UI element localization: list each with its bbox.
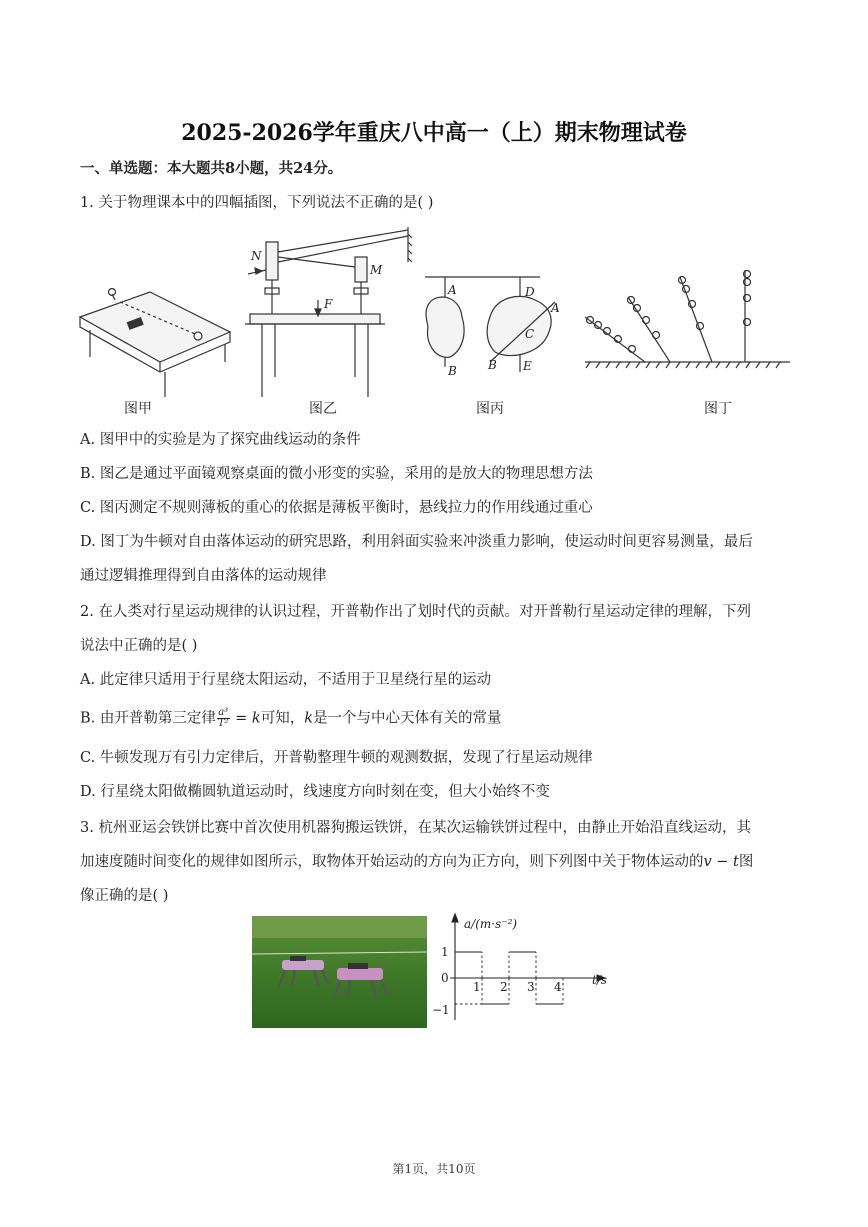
- x-tick-4: 4: [554, 980, 562, 994]
- x-tick-3: 3: [527, 980, 535, 994]
- x-tick-1: 1: [473, 980, 481, 994]
- y-tick-neg1: −1: [432, 1003, 450, 1017]
- kepler-fraction: $\frac{\text{a³}}{\text{T²}}$: [217, 707, 229, 729]
- label-b2: B: [488, 358, 497, 372]
- fig-jia: [80, 289, 230, 398]
- q2-stem-line1: 2. 在人类对行星运动规律的认识过程，开普勒作出了划时代的贡献。对开普勒行星运动定律的理解，下列: [80, 604, 751, 620]
- label-e: E: [523, 359, 532, 373]
- q1-option-d-line2: 通过逻辑推理得到自由落体的运动规律: [80, 568, 327, 584]
- y-axis-label: a/(m·s⁻²): [464, 917, 518, 931]
- q2-option-d: D. 行星绕太阳做椭圆轨道运动时，线速度方向时刻在变，但大小始终不变: [80, 784, 550, 800]
- label-c: C: [525, 327, 535, 341]
- robot-dog-photo: [252, 916, 427, 1028]
- q1-option-b: B. 图乙是通过平面镜观察桌面的微小形变的实验，采用的是放大的物理思想方法: [80, 466, 593, 482]
- q2-option-c: C. 牛顿发现万有引力定律后，开普勒整理牛顿的观测数据，发现了行星运动规律: [80, 750, 593, 766]
- q3-stem-line3: 像正确的是( ): [80, 888, 169, 904]
- label-m: M: [370, 263, 383, 277]
- caption-yi: 图乙: [309, 401, 337, 417]
- q3-stem-line2: 加速度随时间变化的规律如图所示，取物体开始运动的方向为正方向，则下列图中关于物体运动的v − t图: [80, 854, 754, 870]
- label-a1: A: [448, 283, 457, 297]
- label-n: N: [251, 249, 262, 263]
- q2-stem-line2: 说法中正确的是( ): [80, 638, 198, 654]
- q1-stem: 1. 关于物理课本中的四幅插图，下列说法不正确的是( ): [80, 195, 434, 211]
- y-axis-arrow: [452, 914, 458, 922]
- label-a2: A: [551, 301, 560, 315]
- x-tick-2: 2: [500, 980, 508, 994]
- label-d: D: [525, 285, 535, 299]
- label-f: F: [324, 297, 333, 311]
- q1-option-c: C. 图丙测定不规则薄板的重心的依据是薄板平衡时，悬线拉力的作用线通过重心: [80, 500, 593, 516]
- fig-yi: [245, 227, 412, 397]
- page-title: 2025-2026学年重庆八中高一（上）期末物理试卷: [181, 120, 687, 146]
- q1-option-a: A. 图甲中的实验是为了探究曲线运动的条件: [80, 432, 361, 448]
- q2-option-a: A. 此定律只适用于行星绕太阳运动，不适用于卫星绕行星的运动: [80, 672, 492, 688]
- x-axis-label: t/s: [592, 973, 608, 987]
- page-footer: 第1页，共10页: [392, 1162, 476, 1176]
- section-heading: 一、单选题：本大题共8小题，共24分。: [80, 160, 343, 177]
- q2-option-b: B. 由开普勒第三定律 $\frac{\text{a³}}{\text{T²}}$ = k可知，k是一个与中心天体有关的常量: [80, 707, 502, 729]
- caption-bing: 图丙: [476, 401, 504, 417]
- q1-option-d-line1: D. 图丁为牛顿对自由落体运动的研究思路，利用斜面实验来冲淡重力影响，使运动时间更容易测量，最后: [80, 534, 753, 550]
- y-tick-0: 0: [441, 971, 449, 985]
- y-tick-1: 1: [441, 945, 449, 959]
- q3-stem-line1: 3. 杭州亚运会铁饼比赛中首次使用机器狗搬运铁饼，在某次运输铁饼过程中，由静止开始沿直线运动，其: [80, 820, 751, 836]
- label-b1: B: [448, 364, 457, 378]
- caption-ding: 图丁: [704, 401, 732, 417]
- caption-jia: 图甲: [124, 401, 152, 417]
- fig-ding: [585, 270, 790, 368]
- acceleration-time-chart: [430, 912, 620, 1030]
